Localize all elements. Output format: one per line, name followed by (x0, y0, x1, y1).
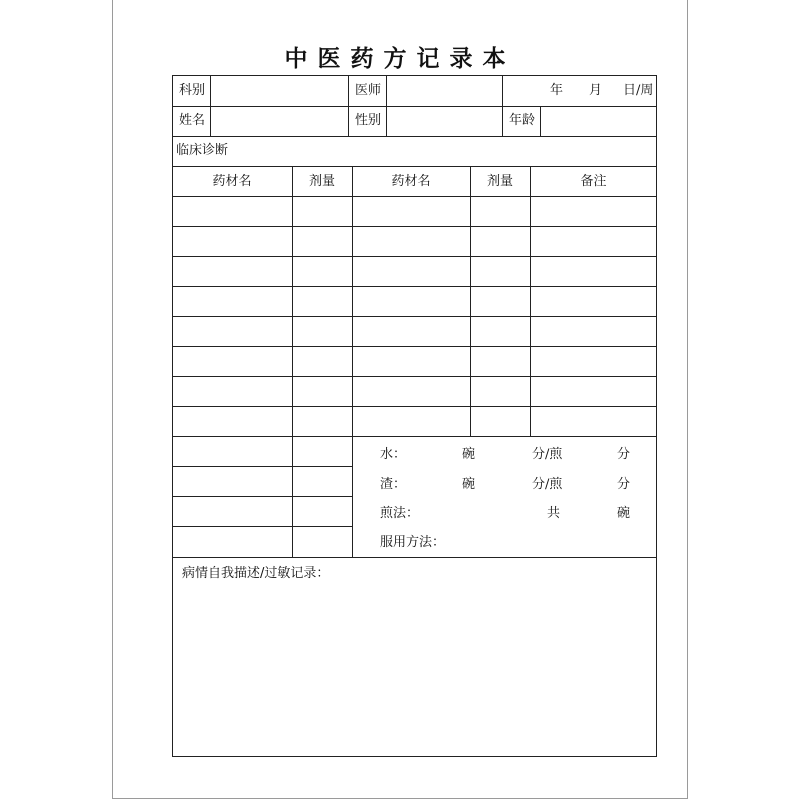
herb-name-header: 药材名 (212, 174, 252, 189)
col-divider (352, 166, 353, 557)
name-label: 姓名 (179, 113, 206, 128)
row-divider (172, 496, 352, 497)
minutes-label: 分 (617, 447, 631, 462)
minutes-label: 分 (617, 477, 631, 492)
row-divider (172, 166, 657, 167)
age-label: 年龄 (509, 113, 536, 128)
usage-label: 服用方法： (380, 535, 446, 550)
row-divider (172, 466, 352, 467)
row-divider (172, 406, 657, 407)
method-label: 煎法： (380, 506, 420, 521)
bowl-label: 碗 (617, 506, 631, 521)
row-divider (172, 196, 657, 197)
row-divider (172, 286, 657, 287)
col-divider (530, 166, 531, 436)
gender-label: 性别 (355, 113, 382, 128)
month-label: 月 (589, 83, 603, 98)
row-divider (172, 346, 657, 347)
row-divider (172, 316, 657, 317)
water-label: 水： (380, 447, 407, 462)
minutes-per-decoction-label: 分/煎 (532, 477, 563, 492)
bowl-label: 碗 (462, 447, 476, 462)
doctor-label: 医师 (355, 83, 382, 98)
minutes-per-decoction-label: 分/煎 (532, 447, 563, 462)
dose-header: 剂量 (486, 174, 513, 189)
row-divider (172, 557, 657, 558)
department-label: 科别 (179, 83, 206, 98)
col-divider (348, 75, 349, 136)
col-divider (386, 75, 387, 136)
total-label: 共 (547, 506, 561, 521)
year-label: 年 (550, 83, 564, 98)
dose-header: 剂量 (308, 174, 335, 189)
row-divider (172, 256, 657, 257)
day-week-label: 日/周 (623, 83, 654, 98)
col-divider (502, 75, 503, 136)
row-divider (172, 226, 657, 227)
notes-header: 备注 (580, 174, 607, 189)
col-divider (540, 106, 541, 136)
col-divider (210, 75, 211, 136)
row-divider (172, 376, 657, 377)
col-divider (470, 166, 471, 436)
diagnosis-label: 临床诊断 (176, 143, 229, 158)
form-title: 中医药方记录本 (284, 45, 516, 72)
row-divider (172, 526, 352, 527)
row-divider (172, 106, 657, 107)
residue-label: 渣： (380, 477, 407, 492)
herb-name-header: 药材名 (391, 174, 431, 189)
col-divider (292, 166, 293, 557)
row-divider (172, 436, 657, 437)
bowl-label: 碗 (462, 477, 476, 492)
row-divider (172, 136, 657, 137)
self-description-label: 病情自我描述/过敏记录： (182, 566, 330, 581)
